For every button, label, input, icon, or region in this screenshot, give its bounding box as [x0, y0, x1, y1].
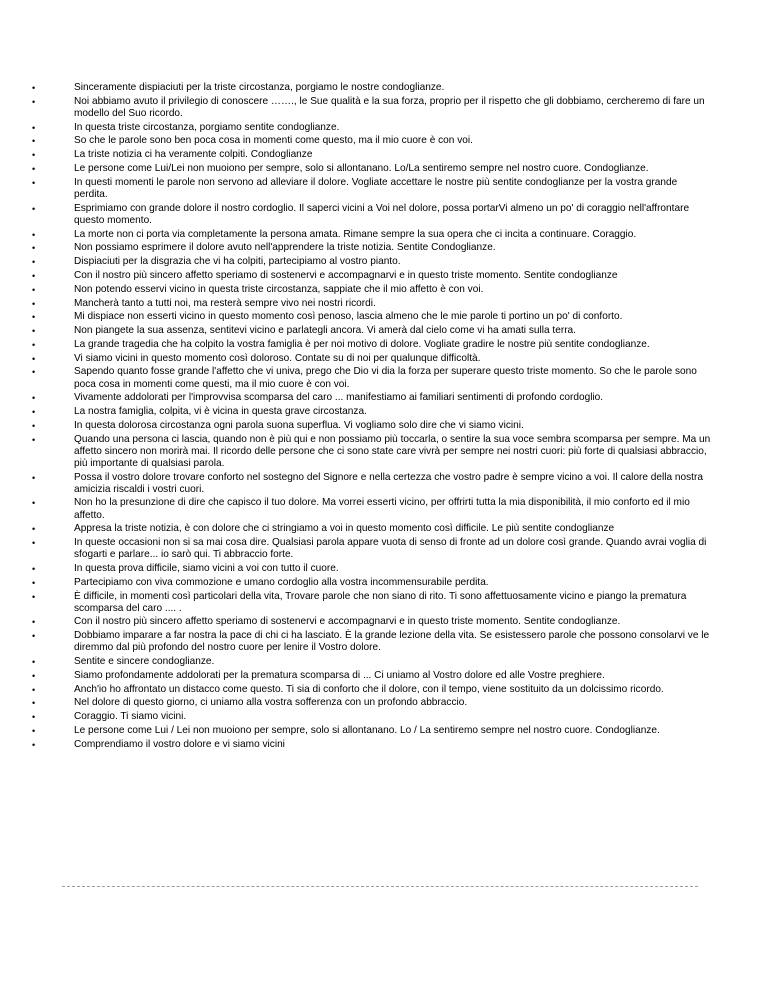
- bullet-icon: •: [32, 524, 36, 535]
- list-item-text: Con il nostro più sincero affetto speriamo di sostenervi e accompagnarvi e in questo triste momento. Sentite condoglianze.: [74, 616, 621, 628]
- bullet-icon: •: [32, 243, 36, 254]
- list-item: [32, 82, 712, 96]
- list-item-text: Noi abbiamo avuto il privilegio di conoscere ……., le Sue qualità e la sua forza, proprio per il rispetto che gli dobbiamo, cercheremo di fare un modello del Suo ricordo.: [74, 95, 705, 119]
- bullet-icon: •: [32, 136, 36, 147]
- list-item-text: In questa triste circostanza, porgiamo sentite condoglianze.: [74, 121, 340, 133]
- list-item-text: Con il nostro più sincero affetto speriamo di sostenervi e accompagnarvi e in questo triste momento. Sentite condoglianze: [74, 269, 618, 281]
- bullet-icon: •: [32, 726, 36, 736]
- list-item: [32, 242, 712, 256]
- list-item: [32, 203, 712, 229]
- condolence-list: [32, 82, 712, 753]
- bullet-icon: •: [32, 684, 36, 695]
- list-item-text: Mancherà tanto a tutti noi, ma resterà sempre vivo nei nostri ricordi.: [74, 297, 376, 309]
- bullet-icon: •: [32, 472, 36, 483]
- bullet-icon: •: [32, 312, 36, 323]
- bullet-icon: •: [32, 96, 36, 107]
- list-item: [32, 177, 712, 203]
- bullet-icon: •: [32, 670, 36, 681]
- list-item-text: Quando una persona ci lascia, quando non è più qui e non possiamo più toccarla, o sentire la sua voce sembra scomparsa per sempre. Ma un affetto sincero non morirà mai. Il ricordo delle persone che ci sono state care vivrà per sempre nei nostri cuori: più forte di qualsiasi abbraccio, più importante di qualsiasi parola.: [74, 433, 711, 469]
- bullet-icon: •: [32, 164, 36, 175]
- list-item: [32, 149, 712, 163]
- bullet-icon: •: [32, 712, 36, 723]
- bullet-icon: •: [32, 498, 36, 509]
- list-item-text: In queste occasioni non si sa mai cosa dire. Qualsiasi parola appare vuota di senso di fronte ad un dolore così grande. Quando avrai voglia di sfogarti e parlare... io sarò qui. Ti abbraccio forte.: [74, 537, 707, 561]
- list-item: [32, 339, 712, 353]
- list-item: [32, 122, 712, 136]
- list-item-text: Dispiaciuti per la disgrazia che vi ha colpiti, partecipiamo al vostro pianto.: [74, 256, 401, 268]
- list-item-text: Sentite e sincere condoglianze.: [74, 656, 215, 668]
- list-item: [32, 311, 712, 325]
- dashed-divider: [62, 886, 698, 887]
- bullet-icon: •: [32, 591, 36, 602]
- list-item: [32, 591, 712, 617]
- list-item-text: È difficile, in momenti così particolari della vita, Trovare parole che non siano di rito. Ti sono affettuosamente vicino e piango la prematura scomparsa del caro .... .: [74, 590, 687, 614]
- list-item: [32, 497, 712, 523]
- list-item: [32, 739, 712, 753]
- list-item-text: Non possiamo esprimere il dolore avuto nell'apprendere la triste notizia. Sentite Condoglianze.: [74, 242, 496, 254]
- bullet-icon: •: [32, 577, 36, 588]
- list-item-text: In questi momenti le parole non servono ad alleviare il dolore. Vogliate accettare le nostre più sentite condoglianze per la vostra grande perdita.: [74, 176, 678, 200]
- bullet-icon: •: [32, 434, 36, 445]
- list-item-text: Coraggio. Ti siamo vicini.: [74, 711, 187, 723]
- list-item-text: Vivamente addolorati per l'improvvisa scomparsa del caro ... manifestiamo ai familiari sentimenti di profondo cordoglio.: [74, 392, 604, 404]
- bullet-icon: •: [32, 420, 36, 431]
- list-item: [32, 563, 712, 577]
- list-item: [32, 616, 712, 630]
- bullet-icon: •: [32, 353, 36, 364]
- list-item: [32, 270, 712, 284]
- list-item-text: Non potendo esservi vicino in questa triste circostanza, sappiate che il mio affetto è con voi.: [74, 283, 484, 295]
- list-item-text: So che le parole sono ben poca cosa in momenti come questo, ma il mio cuore è con voi.: [74, 135, 473, 147]
- list-item-text: Le persone come Lui / Lei non muoiono per sempre, solo si allontanano. Lo / La sentiremo sempre nel nostro cuore. Condoglianze.: [74, 725, 660, 736]
- bullet-icon: •: [32, 150, 36, 161]
- list-item: [32, 684, 712, 698]
- list-item: [32, 420, 712, 434]
- list-item: [32, 656, 712, 670]
- list-item-text: Comprendiamo il vostro dolore e vi siamo vicini: [74, 738, 285, 750]
- list-item: [32, 392, 712, 406]
- list-item-text: La grande tragedia che ha colpito la vostra famiglia è per noi motivo di dolore. Vogliate gradire le nostre più sentite condoglianze.: [74, 338, 650, 350]
- list-item: [32, 284, 712, 298]
- bullet-icon: •: [32, 177, 36, 188]
- list-item: [32, 256, 712, 270]
- list-item: [32, 434, 712, 472]
- list-item: [32, 523, 712, 537]
- list-item-text: Partecipiamo con viva commozione e umano cordoglio alla vostra incommensurabile perdita.: [74, 576, 489, 588]
- bullet-icon: •: [32, 631, 36, 642]
- list-item: [32, 711, 712, 725]
- list-item: [32, 630, 712, 656]
- list-item-text: Non ho la presunzione di dire che capisco il tuo dolore. Ma vorrei esserti vicino, per offrirti tutta la mia disponibilità, il mio conforto ed il mio affetto.: [74, 497, 690, 521]
- list-item: [32, 135, 712, 149]
- list-item: [32, 325, 712, 339]
- list-item: [32, 670, 712, 684]
- list-item: [32, 298, 712, 312]
- list-item-text: Anch'io ho affrontato un distacco come questo. Ti sia di conforto che il dolore, con il tempo, viene sostituito da un dolcissimo ricordo.: [74, 683, 664, 695]
- bullet-icon: •: [32, 339, 36, 350]
- bullet-icon: •: [32, 538, 36, 549]
- bullet-icon: •: [32, 563, 36, 574]
- list-item-text: Vi siamo vicini in questo momento così doloroso. Contate su di noi per qualunque difficoltà.: [74, 352, 481, 364]
- list-item-text: Le persone come Lui/Lei non muoiono per sempre, solo si allontanano. Lo/La sentiremo sempre nel nostro cuore. Condoglianze.: [74, 163, 649, 175]
- bullet-icon: •: [32, 298, 36, 309]
- list-item-text: Sinceramente dispiaciuti per la triste circostanza, porgiamo le nostre condoglianze.: [74, 82, 445, 93]
- list-item-text: La nostra famiglia, colpita, vi è vicina in questa grave circostanza.: [74, 406, 367, 418]
- list-item: [32, 163, 712, 177]
- list-item-text: Mi dispiace non esserti vicino in questo momento così penoso, lascia almeno che le mie parole ti portino un po' di conforto.: [74, 311, 623, 323]
- list-item-text: La morte non ci porta via completamente la persona amata. Rimane sempre la sua opera che ci incita a continuare. Coraggio.: [74, 228, 637, 240]
- bullet-icon: •: [32, 229, 36, 240]
- list-item-text: In questa dolorosa circostanza ogni parola suona superflua. Vi vogliamo solo dire che vi siamo vicini.: [74, 419, 524, 431]
- bullet-icon: •: [32, 739, 36, 750]
- list-item-text: Siamo profondamente addolorati per la prematura scomparsa di ... Ci uniamo al Vostro dolore ed alle Vostre preghiere.: [74, 669, 605, 681]
- bullet-icon: •: [32, 393, 36, 404]
- list-item-text: Esprimiamo con grande dolore il nostro cordoglio. Il saperci vicini a Voi nel dolore, possa portarVi almeno un po' di coraggio nell'affrontare questo momento.: [74, 202, 690, 226]
- bullet-icon: •: [32, 326, 36, 337]
- bullet-icon: •: [32, 367, 36, 378]
- bullet-icon: •: [32, 407, 36, 418]
- list-item: [32, 96, 712, 122]
- list-item-text: Non piangete la sua assenza, sentitevi vicino e parlategli ancora. Vi amerà dal cielo come vi ha amati sulla terra.: [74, 325, 576, 337]
- bullet-icon: •: [32, 698, 36, 709]
- list-item: [32, 697, 712, 711]
- bullet-icon: •: [32, 270, 36, 281]
- list-item-text: Dobbiamo imparare a far nostra la pace di chi ci ha lasciato. È la grande lezione della vita. Se esistessero parole che possono consolarvi ve le diremmo dal più profondo del nostro cuore per lenire il Vostro dolore.: [74, 630, 710, 654]
- list-item: [32, 366, 712, 392]
- bullet-icon: •: [32, 657, 36, 668]
- list-item: [32, 725, 712, 739]
- list-item: [32, 472, 712, 498]
- bullet-icon: •: [32, 257, 36, 268]
- list-item: [32, 537, 712, 563]
- bullet-icon: •: [32, 203, 36, 214]
- list-item: [32, 353, 712, 367]
- list-item: [32, 406, 712, 420]
- list-item: [32, 577, 712, 591]
- list-item-text: Appresa la triste notizia, è con dolore che ci stringiamo a voi in questo momento così difficile. Le più sentite condoglianze: [74, 523, 615, 535]
- list-item-text: Possa il vostro dolore trovare conforto nel sostegno del Signore e nella certezza che vostro padre è sempre vicino a voi. Il calore della nostra amicizia riscaldi i vostri cuori.: [74, 471, 703, 495]
- list-item-text: Nel dolore di questo giorno, ci uniamo alla vostra sofferenza con un profondo abbraccio.: [74, 697, 468, 709]
- list-item-text: In questa prova difficile, siamo vicini a voi con tutto il cuore.: [74, 562, 339, 574]
- bullet-icon: •: [32, 83, 36, 93]
- list-item-text: Sapendo quanto fosse grande l'affetto che vi univa, prego che Dio vi dia la forza per superare questo triste momento. So che le parole sono poca cosa in momenti come questi, ma il mio cuore è con voi.: [74, 366, 697, 390]
- bullet-icon: •: [32, 284, 36, 295]
- list-item: [32, 229, 712, 243]
- bullet-icon: •: [32, 122, 36, 133]
- bullet-icon: •: [32, 617, 36, 628]
- list-item-text: La triste notizia ci ha veramente colpiti. Condoglianze: [74, 149, 313, 161]
